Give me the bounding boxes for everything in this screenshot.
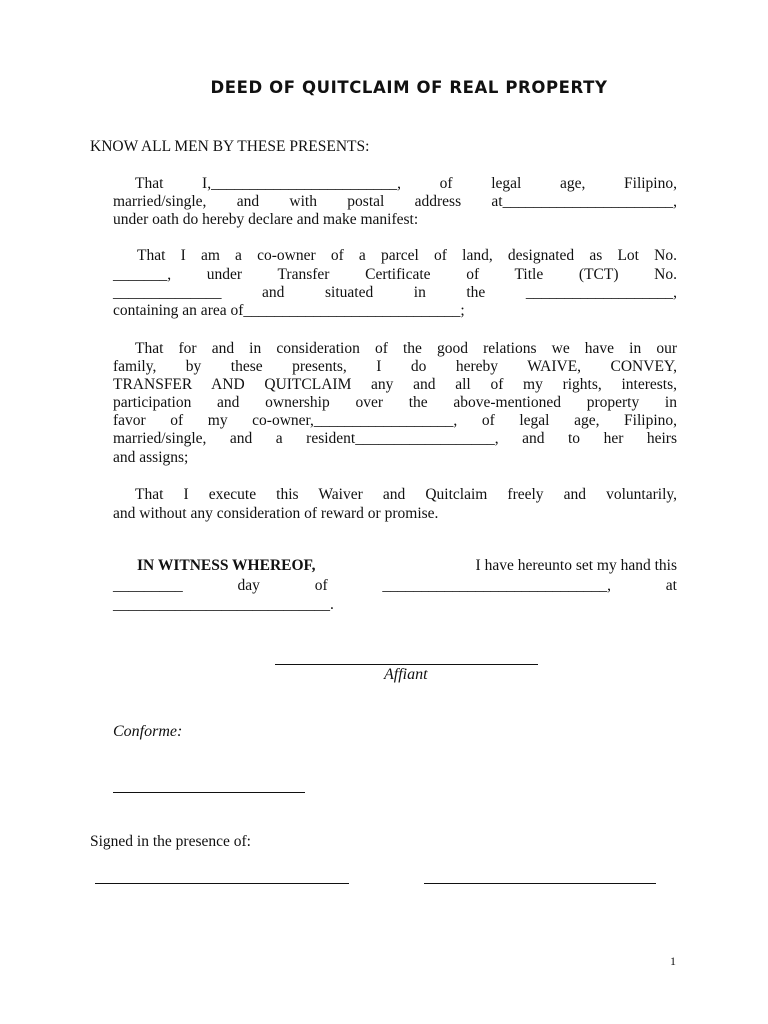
para1-line: That I,________________________, of legal age, Filipino, <box>135 175 677 192</box>
know-all-heading: KNOW ALL MEN BY THESE PRESENTS: <box>90 138 370 155</box>
signed-presence-label: Signed in the presence of: <box>90 833 251 850</box>
para3-line: and assigns; <box>113 449 189 466</box>
witness-line <box>137 557 677 575</box>
para3-line: TRANSFER AND QUITCLAIM any and all of my rights, interests, <box>113 376 677 393</box>
para1-line: under oath do hereby declare and make manifest: <box>113 211 419 228</box>
para2-line: ______________ and situated in the ___________________, <box>113 284 677 301</box>
para4-line: That I execute this Waiver and Quitclaim freely and voluntarily, <box>135 486 677 503</box>
para3-line: married/single, and a resident__________________, and to her heirs <box>113 430 677 447</box>
para2-line: That I am a co-owner of a parcel of land, designated as Lot No. <box>137 247 677 264</box>
conforme-signature-line <box>113 792 305 793</box>
witness-line1-rest: I have hereunto set my hand this <box>471 557 677 574</box>
witness2-signature-line <box>424 883 656 884</box>
affiant-label: Affiant <box>384 666 428 683</box>
para4-line: and without any consideration of reward or promise. <box>113 505 439 522</box>
para1-line: married/single, and with postal address at______________________, <box>113 193 677 210</box>
para2-line: _______, under Transfer Certificate of Title (TCT) No. <box>113 266 677 283</box>
page-number: 1 <box>670 954 676 968</box>
para3-line: That for and in consideration of the good relations we have in our <box>135 340 677 357</box>
conforme-label: Conforme: <box>113 723 183 740</box>
para3-line: family, by these presents, I do hereby WAIVE, CONVEY, <box>113 358 677 375</box>
witness-lead: IN WITNESS WHEREOF, <box>137 557 316 574</box>
witness-line: ____________________________. <box>113 596 334 613</box>
witness-line: _________ day of _____________________________, at <box>113 577 677 594</box>
para3-line: favor of my co-owner,__________________, of legal age, Filipino, <box>113 412 677 429</box>
para2-line: containing an area of____________________________; <box>113 302 465 319</box>
witness1-signature-line <box>95 883 349 884</box>
para3-line: participation and ownership over the above-mentioned property in <box>113 394 677 411</box>
document-title: DEED OF QUITCLAIM OF REAL PROPERTY <box>210 78 608 97</box>
affiant-signature-line <box>275 664 538 665</box>
